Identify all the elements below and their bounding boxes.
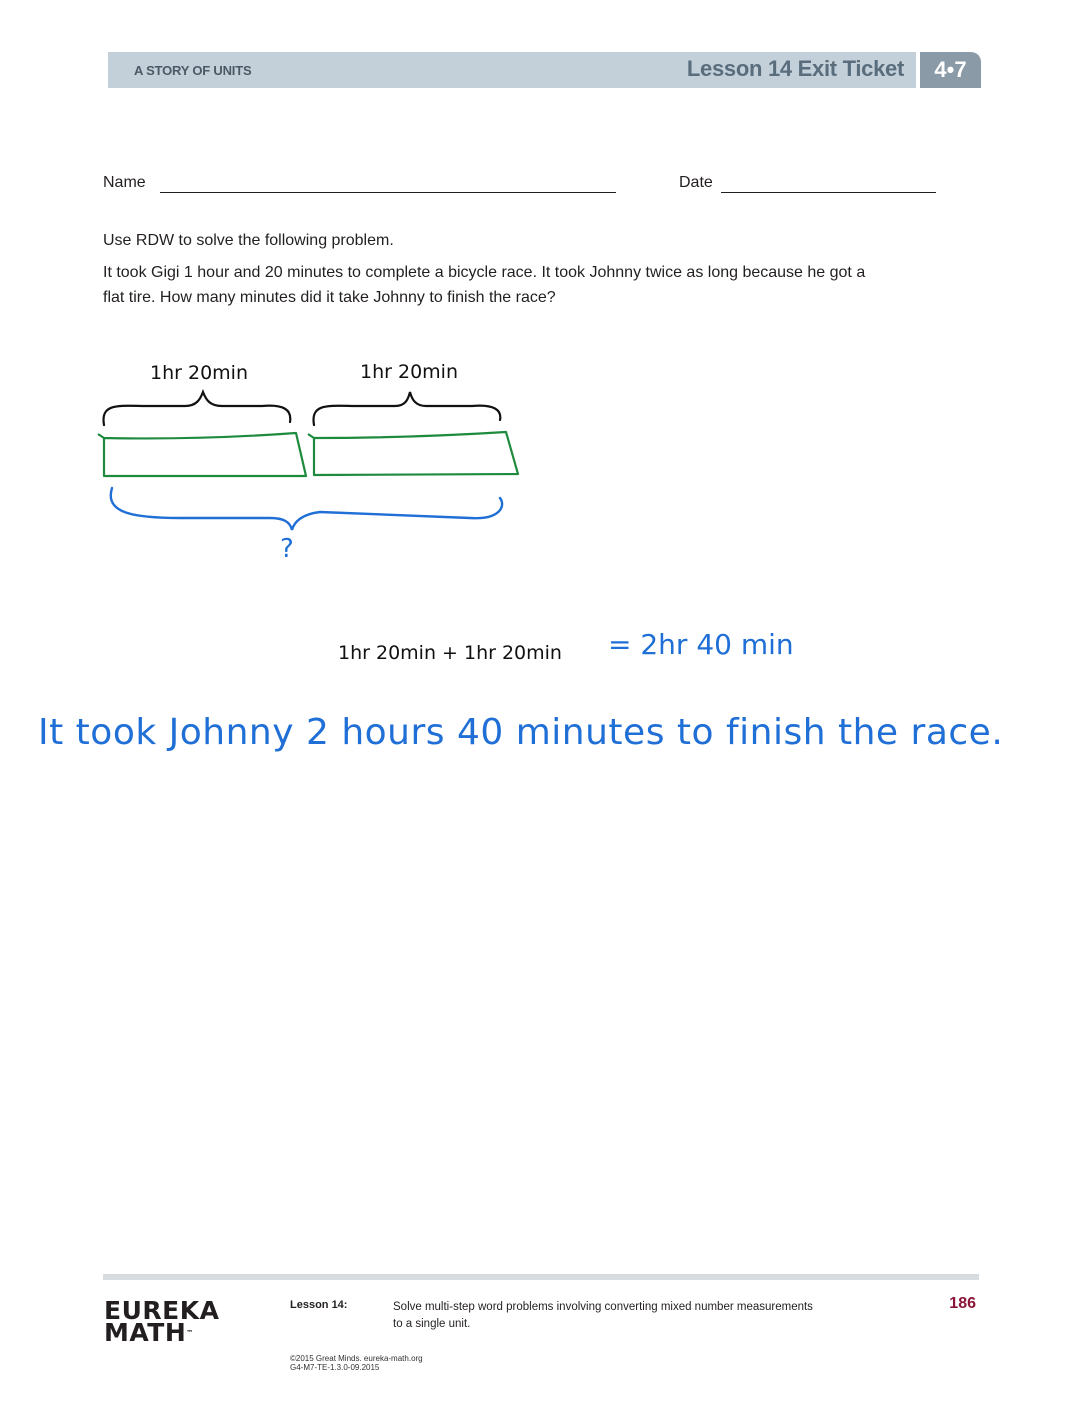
problem-line-1: It took Gigi 1 hour and 20 minutes to complete a bicycle race. It took Johnny twice as long because he got a: [103, 264, 866, 281]
lesson-title: Lesson 14 Exit Ticket: [686, 56, 904, 81]
date-label: Date: [679, 174, 713, 191]
footer-rule: [103, 1274, 979, 1280]
copyright: ©2015 Great Minds. eureka-math.org G4-M7-TE-1.3.0-09.2015: [290, 1354, 423, 1372]
logo-line-2: MATH™: [104, 1318, 194, 1347]
left-tape: [98, 433, 306, 476]
tape-diagram: [0, 0, 1088, 620]
right-tape: [308, 432, 518, 475]
eureka-math-logo: [104, 1296, 220, 1347]
footer-lesson-label: Lesson 14:: [290, 1299, 348, 1311]
series-title: A STORY OF UNITS: [134, 63, 252, 78]
bottom-brace: [111, 488, 502, 530]
equation-result: = 2hr 40 min: [608, 628, 794, 661]
grade-badge: 4•7: [920, 52, 981, 88]
answer-sentence: It took Johnny 2 hours 40 minutes to finish the race.: [38, 712, 1004, 753]
instruction: Use RDW to solve the following problem.: [103, 232, 394, 249]
left-top-brace: [103, 392, 290, 425]
right-top-brace: [313, 392, 500, 425]
equation-left: 1hr 20min + 1hr 20min: [338, 642, 562, 664]
name-label: Name: [103, 174, 146, 191]
right-part-label: 1hr 20min: [360, 361, 458, 383]
problem-line-2: flat tire. How many minutes did it take Johnny to finish the race?: [103, 289, 556, 306]
left-part-label: 1hr 20min: [150, 362, 248, 384]
footer-description: Solve multi-step word problems involving converting mixed number measurements to a single unit.: [393, 1301, 813, 1330]
logo-line-1: EUREKA: [104, 1296, 220, 1325]
page-number: 186: [949, 1295, 976, 1312]
unknown-mark: ?: [280, 534, 294, 564]
